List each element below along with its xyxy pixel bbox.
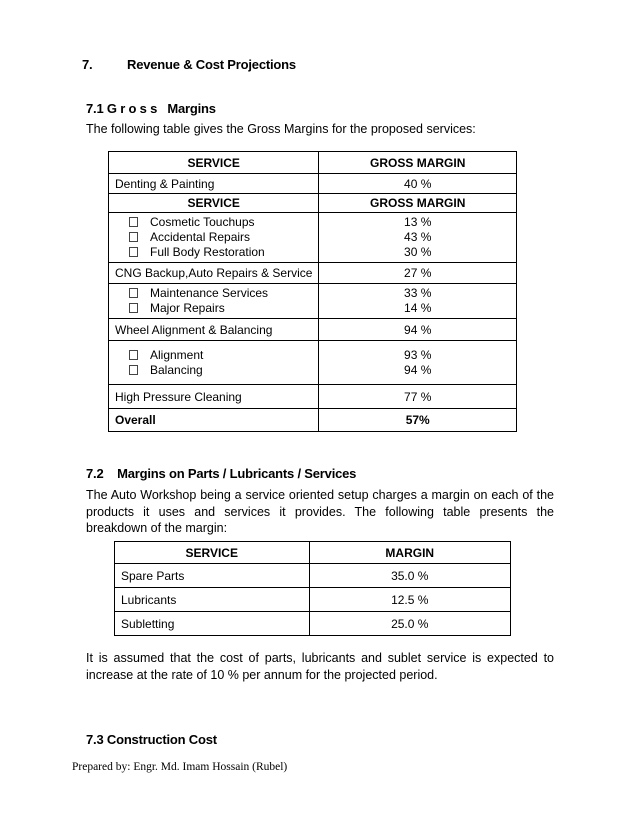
table-subheader-row — [109, 194, 517, 213]
checkbox-bullet-icon — [129, 365, 138, 375]
submargin-cell: 13 % 43 % 30 % — [319, 213, 517, 263]
table-row — [109, 284, 517, 319]
construction-cost-heading: 7.3 Construction Cost — [86, 732, 217, 747]
table-row — [115, 564, 511, 588]
checkbox-bullet-icon — [129, 303, 138, 313]
list-item: Accidental Repairs — [115, 230, 312, 245]
row-service: CNG Backup,Auto Repairs & Service — [109, 263, 319, 284]
list-item: Maintenance Services — [115, 286, 312, 301]
table-row-overall — [109, 409, 517, 432]
row-margin: 12.5 % — [309, 588, 510, 612]
list-item: Cosmetic Touchups — [115, 215, 312, 230]
submargin-cell: 93 % 94 % — [319, 341, 517, 385]
subservice-list — [115, 286, 312, 316]
gross-margins-intro: The following table gives the Gross Margins for the proposed services: — [86, 122, 476, 136]
row-margin: 25.0 % — [309, 612, 510, 636]
table-header-row — [109, 152, 517, 174]
subservice-cell — [109, 284, 319, 319]
subservice-cell — [109, 213, 319, 263]
row-service: Lubricants — [115, 588, 310, 612]
submargin-cell: 33 % 14 % — [319, 284, 517, 319]
table-row — [109, 213, 517, 263]
checkbox-bullet-icon — [129, 247, 138, 257]
row-service: Denting & Painting — [109, 174, 319, 194]
table-row — [115, 612, 511, 636]
table-header-row — [115, 542, 511, 564]
row-margin: 77 % — [319, 385, 517, 409]
list-item: Full Body Restoration — [115, 245, 312, 260]
table-row — [109, 385, 517, 409]
row-margin: 27 % — [319, 263, 517, 284]
header-service: SERVICE — [109, 152, 319, 174]
list-item: Alignment — [115, 348, 312, 363]
table-row — [109, 263, 517, 284]
row-service: High Pressure Cleaning — [109, 385, 319, 409]
row-margin: 94 % — [319, 319, 517, 341]
table-row — [115, 588, 511, 612]
subheader-service: SERVICE — [109, 194, 319, 213]
subservice-list — [115, 215, 312, 260]
subservice-list — [115, 348, 312, 378]
row-service: Subletting — [115, 612, 310, 636]
section-7-heading — [82, 57, 296, 72]
page-footer: Prepared by: Engr. Md. Imam Hossain (Rubel) — [72, 761, 288, 773]
header-gross-margin: GROSS MARGIN — [319, 152, 517, 174]
parts-margins-intro: The Auto Workshop being a service oriented setup charges a margin on each of the products it uses and services it provides. The following table presents the breakdown of the margin: — [86, 488, 554, 535]
row-service: Wheel Alignment & Balancing — [109, 319, 319, 341]
overall-margin: 57% — [319, 409, 517, 432]
row-margin: 35.0 % — [309, 564, 510, 588]
list-item: Major Repairs — [115, 301, 312, 316]
table-row — [109, 341, 517, 385]
gross-margin-table — [108, 151, 517, 432]
subheader-gross-margin: GROSS MARGIN — [319, 194, 517, 213]
parts-margin-table — [114, 541, 511, 636]
checkbox-bullet-icon — [129, 288, 138, 298]
checkbox-bullet-icon — [129, 217, 138, 227]
row-service: Spare Parts — [115, 564, 310, 588]
overall-label: Overall — [109, 409, 319, 432]
gross-margins-heading: 7.1 G r o s s Margins — [86, 101, 216, 116]
checkbox-bullet-icon — [129, 350, 138, 360]
subservice-cell — [109, 341, 319, 385]
section-number: 7. — [82, 57, 93, 72]
table-row — [109, 174, 517, 194]
checkbox-bullet-icon — [129, 232, 138, 242]
parts-margins-heading: 7.2 Margins on Parts / Lubricants / Services — [86, 466, 357, 481]
parts-cost-note: It is assumed that the cost of parts, lubricants and sublet service is expected to increase at the rate of 10 % per annum for the projected period. — [86, 651, 554, 682]
row-margin: 40 % — [319, 174, 517, 194]
header-service: SERVICE — [115, 542, 310, 564]
header-margin: MARGIN — [309, 542, 510, 564]
table-row — [109, 319, 517, 341]
section-title: Revenue & Cost Projections — [127, 57, 296, 72]
list-item: Balancing — [115, 363, 312, 378]
